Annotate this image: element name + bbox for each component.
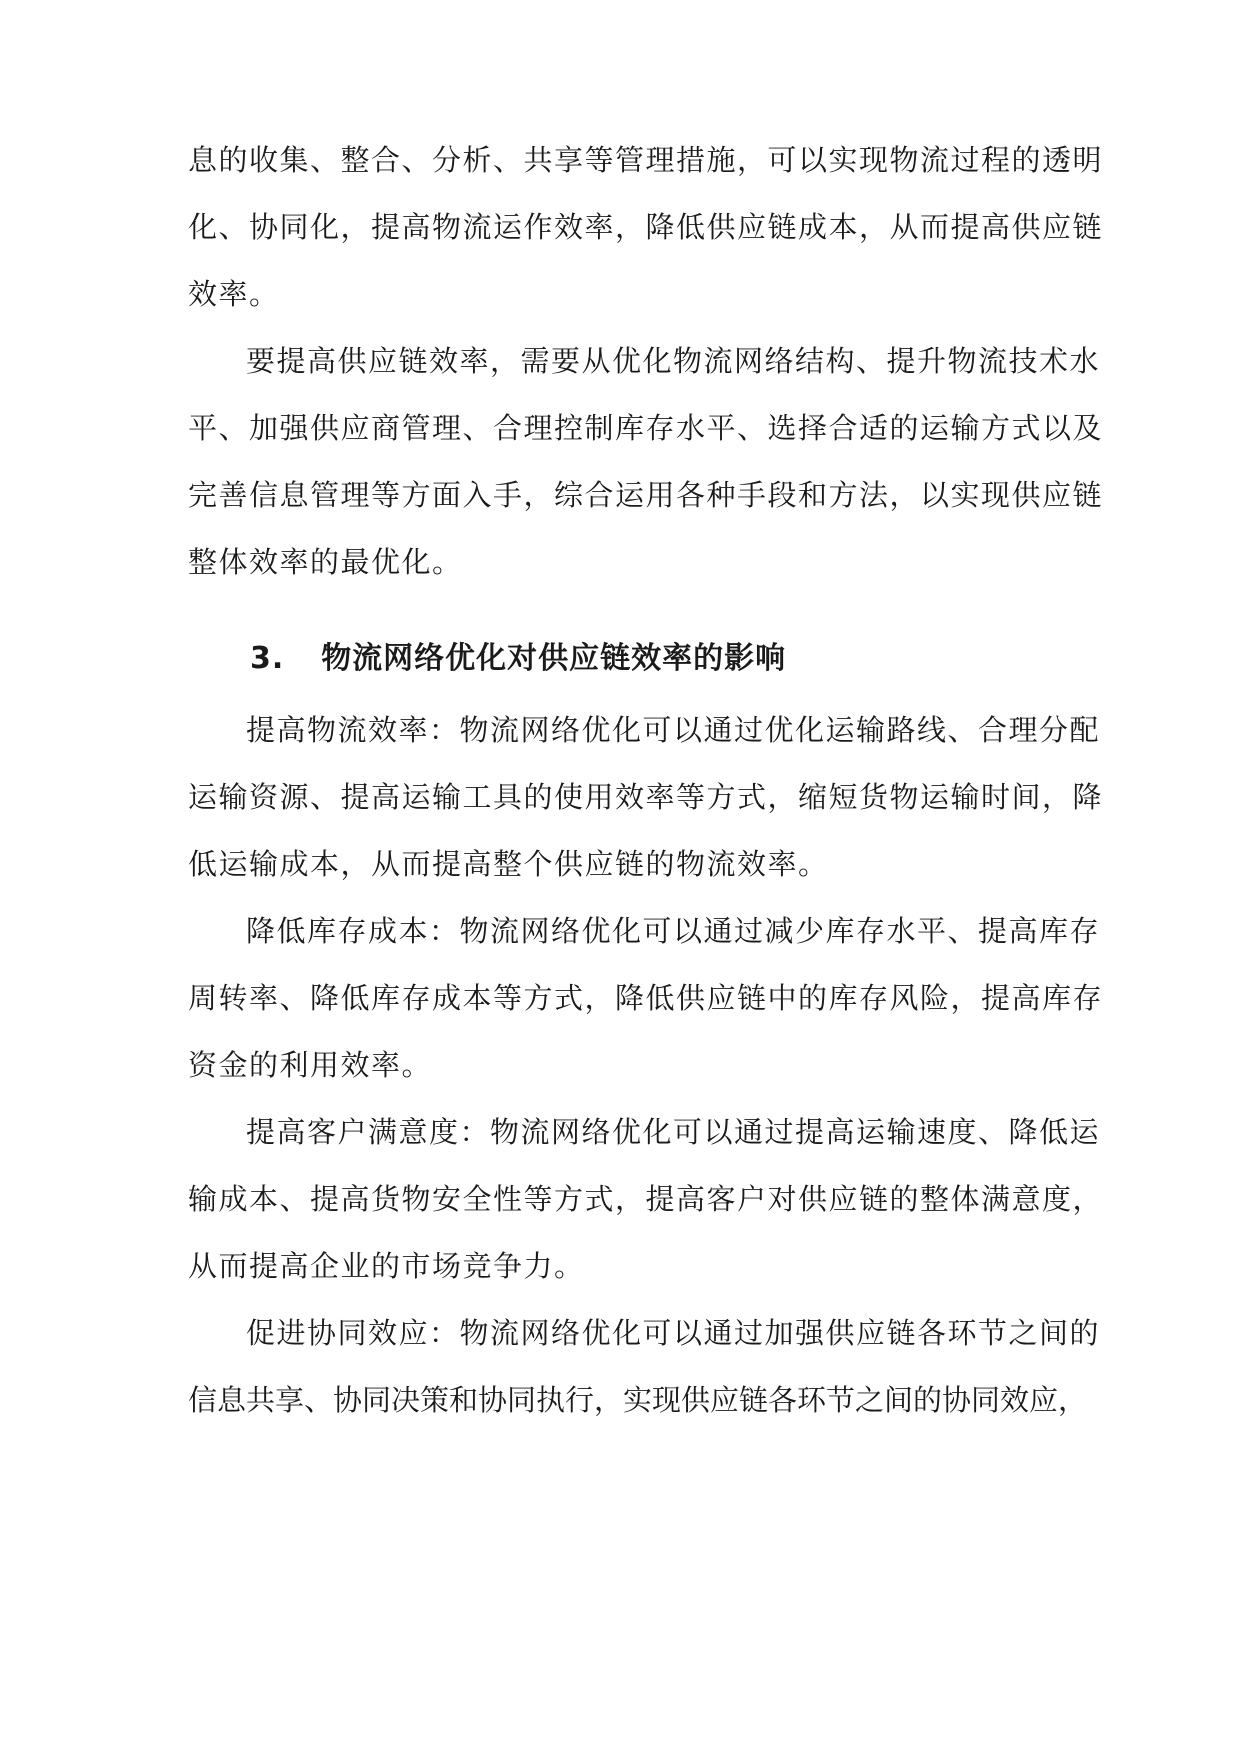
paragraph-b-line-3: 完善信息管理等方面入手，综合运用各种手段和方法，以实现供应链 [188,478,1104,512]
paragraph-d-line-3: 资金的利用效率。 [188,1048,433,1082]
paragraph-e-line-1: 提高客户满意度：物流网络优化可以通过提高运输速度、降低运 [246,1115,1101,1149]
paragraph-a-line-1: 息的收集、整合、分析、共享等管理措施，可以实现物流过程的透明 [188,143,1104,177]
paragraph-f-line-2: 信息共享、协同决策和协同执行，实现供应链各环节之间的协同效应， [188,1383,1088,1417]
paragraph-c-line-2: 运输资源、提高运输工具的使用效率等方式，缩短货物运输时间，降 [188,780,1104,814]
paragraph-c-line-1: 提高物流效率：物流网络优化可以通过优化运输路线、合理分配 [246,713,1101,747]
paragraph-e-line-2: 输成本、提高货物安全性等方式，提高客户对供应链的整体满意度， [188,1182,1104,1216]
paragraph-d-line-2: 周转率、降低库存成本等方式，降低供应链中的库存风险，提高库存 [188,981,1104,1015]
paragraph-e-line-3: 从而提高企业的市场竞争力。 [188,1249,585,1283]
paragraph-b-line-2: 平、加强供应商管理、合理控制库存水平、选择合适的运输方式以及 [188,411,1104,445]
paragraph-a-line-2: 化、协同化，提高物流运作效率，降低供应链成本，从而提高供应链 [188,210,1104,244]
paragraph-b-line-1: 要提高供应链效率，需要从优化物流网络结构、提升物流技术水 [246,344,1101,378]
paragraph-d-line-1: 降低库存成本：物流网络优化可以通过减少库存水平、提高库存 [246,914,1101,948]
paragraph-f-line-1: 促进协同效应：物流网络优化可以通过加强供应链各环节之间的 [246,1316,1101,1350]
section-heading [250,639,786,679]
section-title: 物流网络优化对供应链效率的影响 [321,641,787,676]
section-number: 3. [250,641,285,676]
paragraph-a-line-3: 效率。 [188,277,280,311]
paragraph-c-line-3: 低运输成本，从而提高整个供应链的物流效率。 [188,847,829,881]
paragraph-b-line-4: 整体效率的最优化。 [188,545,463,579]
